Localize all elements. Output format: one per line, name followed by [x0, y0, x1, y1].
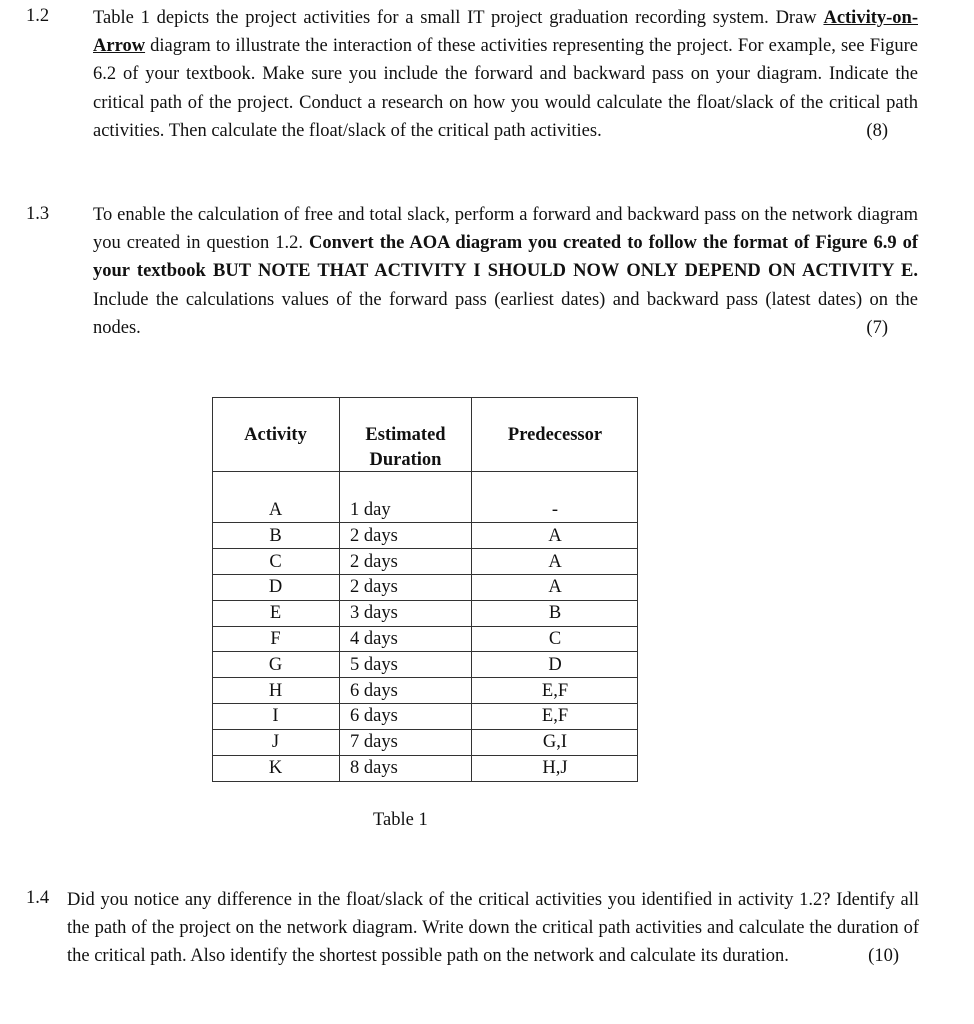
activity-table: [212, 397, 638, 782]
table-row-divider: [212, 703, 638, 704]
cell-duration: 8 days: [350, 758, 398, 778]
cell-activity: H: [268, 680, 283, 701]
table-row-divider: [212, 600, 638, 601]
table-row-divider: [212, 548, 638, 549]
header-duration-line1: Estimated: [365, 425, 446, 445]
question-1-2-text-part1: Table 1 depicts the project activities for a small IT project graduation recording system. Draw: [93, 8, 824, 28]
question-1-3-text-part2: Include the calculations values of the forward pass (earliest dates) and backward pass (latest dates) on the nodes.: [93, 289, 918, 338]
cell-duration: 5 days: [350, 654, 398, 675]
cell-predecessor: -: [551, 500, 559, 520]
question-1-2-marks: (8): [866, 120, 888, 141]
cell-activity: F: [270, 629, 281, 649]
table-row-divider: [212, 651, 638, 652]
cell-predecessor: H,J: [542, 758, 568, 778]
cell-predecessor: D: [548, 654, 562, 675]
question-1-2-text-part2: diagram to illustrate the interaction of these activities representing the project. For example, see Figure 6.2 of your textbook. Make sure you include the forward and backward pass on your diagram. Indicate the critical path of the project. Conduct a research on how you would calculate the float/slack of the critical path activities. Then calculate the float/slack of the critical path activities.: [93, 36, 918, 141]
cell-duration: 6 days: [350, 680, 398, 701]
cell-predecessor: A: [548, 551, 562, 572]
cell-predecessor: E,F: [541, 706, 569, 727]
cell-activity: G: [268, 654, 283, 675]
table-row-divider: [212, 522, 638, 523]
question-1-3-bold-instruction: Convert the AOA diagram you created to follow the format of Figure 6.9 of your textbook BUT NOTE THAT ACTIVITY I SHOULD NOW ONLY DEPEND ON ACTIVITY E.: [93, 233, 919, 282]
cell-duration: 2 days: [350, 551, 398, 572]
cell-duration: 6 days: [350, 706, 398, 727]
table-row-divider: [212, 626, 638, 627]
question-text-1-2: [93, 4, 918, 145]
header-estimated-duration: [340, 423, 471, 473]
question-text-1-3: [93, 201, 918, 342]
cell-duration: 3 days: [350, 603, 398, 624]
cell-predecessor: A: [548, 577, 562, 598]
cell-duration: 2 days: [350, 577, 398, 598]
activity-on-arrow-term: Activity-on-Arrow: [93, 8, 918, 57]
question-number-1-4: 1.4: [26, 888, 50, 908]
cell-activity: E: [269, 603, 282, 624]
table-caption: Table 1: [373, 810, 428, 830]
header-predecessor: Predecessor: [507, 425, 603, 445]
cell-predecessor: C: [548, 629, 562, 649]
header-duration-line2: Duration: [369, 450, 442, 470]
question-number-1-3: 1.3: [26, 204, 50, 224]
question-1-3-marks: (7): [866, 317, 888, 338]
header-activity: Activity: [244, 425, 307, 445]
cell-activity: A: [268, 500, 283, 520]
cell-duration: 4 days: [350, 629, 398, 649]
cell-duration: 2 days: [350, 525, 398, 546]
cell-activity: K: [268, 758, 283, 778]
cell-activity: D: [268, 577, 283, 598]
table-row-divider: [212, 729, 638, 730]
cell-predecessor: E,F: [541, 680, 569, 701]
cell-duration: 1 day: [350, 500, 391, 520]
question-1-4-text: Did you notice any difference in the float/slack of the critical activities you identified in activity 1.2? Identify all the path of the project on the network diagram. Write down the critical path activities and calculate the duration of the critical path. Also identify the shortest possible path on the network and calculate its duration.: [67, 890, 919, 967]
table-row-divider: [212, 755, 638, 756]
cell-predecessor: A: [548, 525, 562, 546]
cell-predecessor: B: [548, 603, 562, 624]
question-number-1-2: 1.2: [26, 6, 50, 26]
cell-duration: 7 days: [350, 732, 398, 753]
cell-activity: J: [271, 732, 280, 753]
question-text-1-4: [67, 886, 919, 971]
cell-activity: C: [269, 551, 282, 572]
question-1-3-text-part1: To enable the calculation of free and total slack, perform a forward and backward pass on the network diagram you created in question 1.2.: [93, 205, 918, 254]
cell-activity: I: [272, 706, 279, 727]
cell-predecessor: G,I: [542, 732, 568, 753]
table-row-divider: [212, 574, 638, 575]
table-row-divider: [212, 677, 638, 678]
question-1-4-marks: (10): [868, 946, 899, 967]
cell-activity: B: [269, 525, 282, 546]
